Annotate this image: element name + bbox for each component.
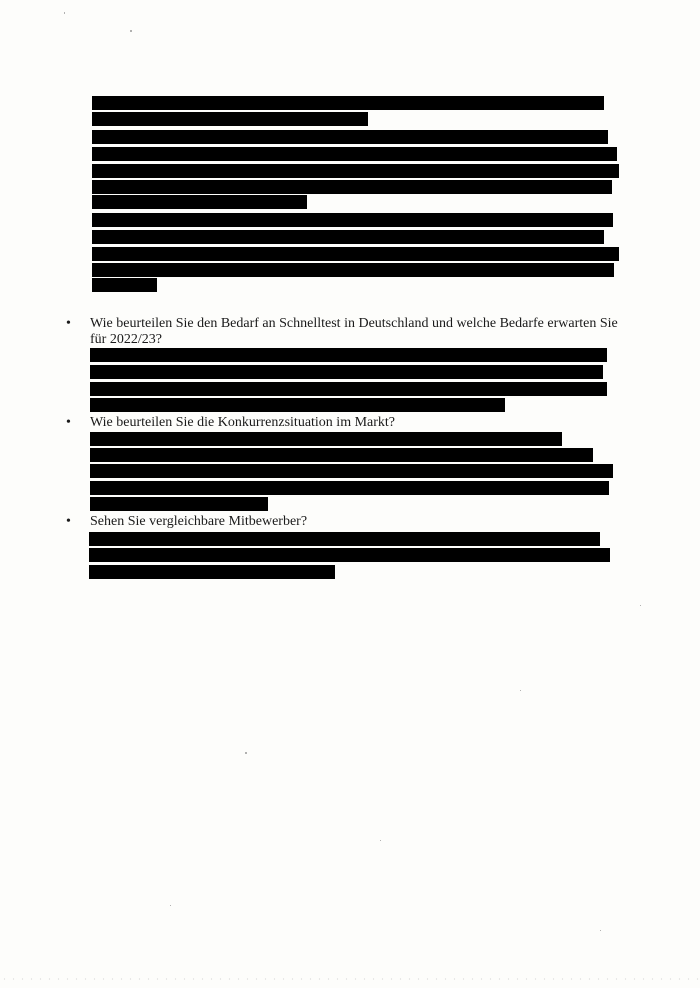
bullet-icon: • bbox=[66, 316, 71, 331]
scan-speck bbox=[170, 905, 171, 906]
scan-speck bbox=[600, 930, 601, 931]
redaction-bar bbox=[90, 432, 562, 446]
question-item-1 bbox=[66, 316, 620, 348]
redaction-bar bbox=[92, 164, 619, 178]
redaction-bar bbox=[92, 180, 612, 194]
question-text: Sehen Sie vergleichbare Mitbewerber? bbox=[90, 514, 308, 529]
redaction-bar bbox=[92, 130, 608, 144]
scan-speck bbox=[64, 12, 65, 14]
redaction-bar bbox=[90, 398, 505, 412]
redaction-bar bbox=[90, 464, 613, 478]
question-text: Wie beurteilen Sie den Bedarf an Schnelltest in Deutschland und welche Bedarfe erwarten Sie für 2022/23? bbox=[90, 316, 618, 347]
redaction-bar bbox=[92, 96, 604, 110]
redaction-bar bbox=[90, 348, 607, 362]
redaction-bar bbox=[92, 278, 157, 292]
question-item-3 bbox=[66, 514, 620, 530]
redaction-bar bbox=[92, 213, 613, 227]
scan-speck bbox=[245, 752, 247, 754]
redaction-bar bbox=[90, 481, 609, 495]
bullet-icon: • bbox=[66, 514, 71, 529]
scan-edge-noise bbox=[0, 978, 700, 980]
question-item-2 bbox=[66, 415, 620, 431]
redaction-bar bbox=[92, 247, 619, 261]
scan-speck bbox=[640, 605, 641, 606]
redaction-bar bbox=[92, 195, 307, 209]
redaction-bar bbox=[92, 147, 617, 161]
redaction-bar bbox=[92, 263, 614, 277]
redaction-bar bbox=[92, 112, 368, 126]
scan-speck bbox=[380, 840, 381, 841]
redaction-bar bbox=[90, 448, 593, 462]
bullet-icon: • bbox=[66, 415, 71, 430]
redaction-bar bbox=[90, 497, 268, 511]
scan-speck bbox=[520, 690, 521, 691]
redaction-bar bbox=[89, 548, 610, 562]
redaction-bar bbox=[90, 382, 607, 396]
redaction-bar bbox=[92, 230, 604, 244]
redaction-bar bbox=[89, 565, 335, 579]
scan-speck bbox=[130, 30, 132, 32]
redaction-bar bbox=[89, 532, 600, 546]
redaction-bar bbox=[90, 365, 603, 379]
question-text: Wie beurteilen Sie die Konkurrenzsituation im Markt? bbox=[90, 415, 396, 430]
